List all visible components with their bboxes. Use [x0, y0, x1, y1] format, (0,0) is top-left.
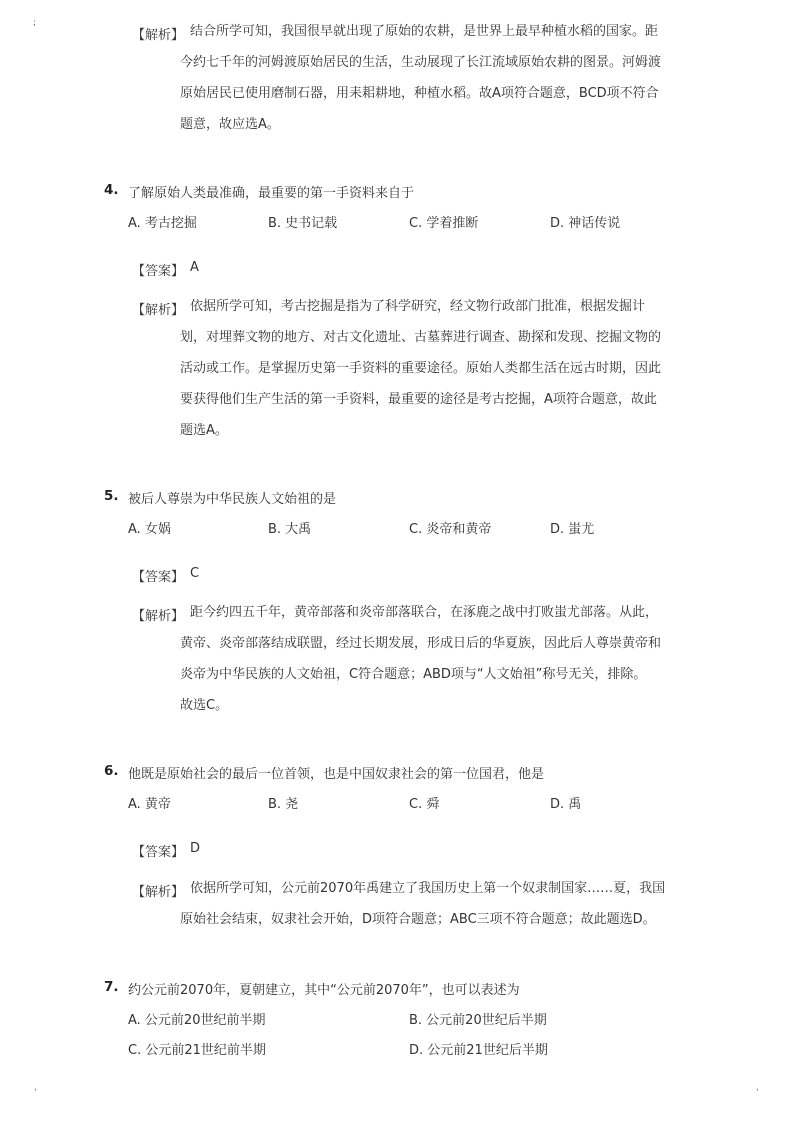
- question-number: 6.: [104, 763, 119, 779]
- answer-label: 【答案】: [132, 264, 185, 279]
- option-b[interactable]: B. 史书记载: [268, 216, 338, 231]
- option-a[interactable]: A. 考古挖掘: [128, 216, 197, 231]
- option-a[interactable]: A. 黄帝: [128, 797, 171, 812]
- question-number: 4.: [104, 182, 119, 198]
- option-d[interactable]: D. 蚩尤: [550, 522, 595, 537]
- analysis-line: 炎帝为中华民族的人文始祖，C符合题意；ABD项与“人文始祖”称号无关，排除。: [180, 667, 647, 682]
- answer-value: A: [190, 260, 199, 275]
- analysis-line: 题选A。: [180, 423, 228, 438]
- analysis-line: 题意，故应选A。: [180, 117, 280, 132]
- option-c[interactable]: C. 舜: [409, 797, 440, 812]
- option-c[interactable]: C. 公元前21世纪前半期: [128, 1043, 266, 1058]
- corner-mark-top-left: ;: [33, 18, 37, 28]
- analysis-line: 划，对埋葬文物的地方、对古文化遗址、古墓葬进行调查、勘探和发现、挖掘文物的: [180, 330, 662, 345]
- analysis-line: 结合所学可知，我国很早就出现了原始的农耕，是世界上最早种植水稻的国家。距: [190, 24, 659, 39]
- analysis-line: 黄帝、炎帝部落结成联盟，经过长期发展，形成日后的华夏族，因此后人尊崇黄帝和: [180, 636, 662, 651]
- option-a[interactable]: A. 公元前20世纪前半期: [128, 1013, 266, 1028]
- analysis-label: 【解析】: [132, 28, 185, 43]
- question-number: 7.: [104, 979, 119, 995]
- analysis-line: 距今约四五千年，黄帝部落和炎帝部落联合，在涿鹿之战中打败蚩尤部落。从此，: [190, 605, 659, 620]
- analysis-label: 【解析】: [132, 303, 185, 318]
- analysis-line: 依据所学可知，考古挖掘是指为了科学研究，经文物行政部门批准，根据发掘计: [190, 299, 646, 314]
- question-stem: 被后人尊崇为中华民族人文始祖的是: [128, 492, 337, 507]
- question-stem: 他既是原始社会的最后一位首领，也是中国奴隶社会的第一位国君，他是: [128, 767, 545, 782]
- question-stem: 了解原始人类最准确，最重要的第一手资料来自于: [128, 186, 415, 201]
- answer-label: 【答案】: [132, 845, 185, 860]
- analysis-line: 活动或工作。是掌握历史第一手资料的重要途径。原始人类都生活在远古时期，因此: [180, 361, 662, 376]
- option-d[interactable]: D. 公元前21世纪后半期: [409, 1043, 548, 1058]
- analysis-line: 今约七千年的河姆渡原始居民的生活，生动展现了长江流域原始农耕的图景。河姆渡: [180, 55, 662, 70]
- answer-label: 【答案】: [132, 570, 185, 585]
- analysis-label: 【解析】: [132, 609, 185, 624]
- question-number: 5.: [104, 488, 119, 504]
- option-b[interactable]: B. 尧: [268, 797, 299, 812]
- analysis-line: 依据所学可知，公元前2070年禹建立了我国历史上第一个奴隶制国家……夏，我国: [190, 881, 666, 896]
- question-stem: 约公元前2070年，夏朝建立，其中“公元前2070年”，也可以表述为: [128, 983, 520, 998]
- analysis-line: 原始社会结束，奴隶社会开始，D项符合题意；ABC三项不符合题意；故此题选D。: [180, 912, 656, 927]
- analysis-label: 【解析】: [132, 885, 185, 900]
- option-c[interactable]: C. 炎帝和黄帝: [409, 522, 492, 537]
- analysis-line: 原始居民已使用磨制石器，用耒耜耕地，种植水稻。故A项符合题意，BCD项不符合: [180, 86, 659, 101]
- corner-mark-bottom-right: ': [756, 1088, 759, 1098]
- analysis-line: 故选C。: [180, 698, 229, 713]
- option-b[interactable]: B. 大禹: [268, 522, 312, 537]
- option-c[interactable]: C. 学着推断: [409, 216, 479, 231]
- answer-value: D: [190, 841, 201, 856]
- corner-mark-bottom-left: ': [34, 1088, 37, 1098]
- analysis-line: 要获得他们生产生活的第一手资料，最重要的途径是考古挖掘，A项符合题意，故此: [180, 392, 657, 407]
- option-d[interactable]: D. 禹: [550, 797, 582, 812]
- answer-value: C: [190, 566, 200, 581]
- option-d[interactable]: D. 神话传说: [550, 216, 621, 231]
- option-b[interactable]: B. 公元前20世纪后半期: [409, 1013, 547, 1028]
- option-a[interactable]: A. 女娲: [128, 522, 171, 537]
